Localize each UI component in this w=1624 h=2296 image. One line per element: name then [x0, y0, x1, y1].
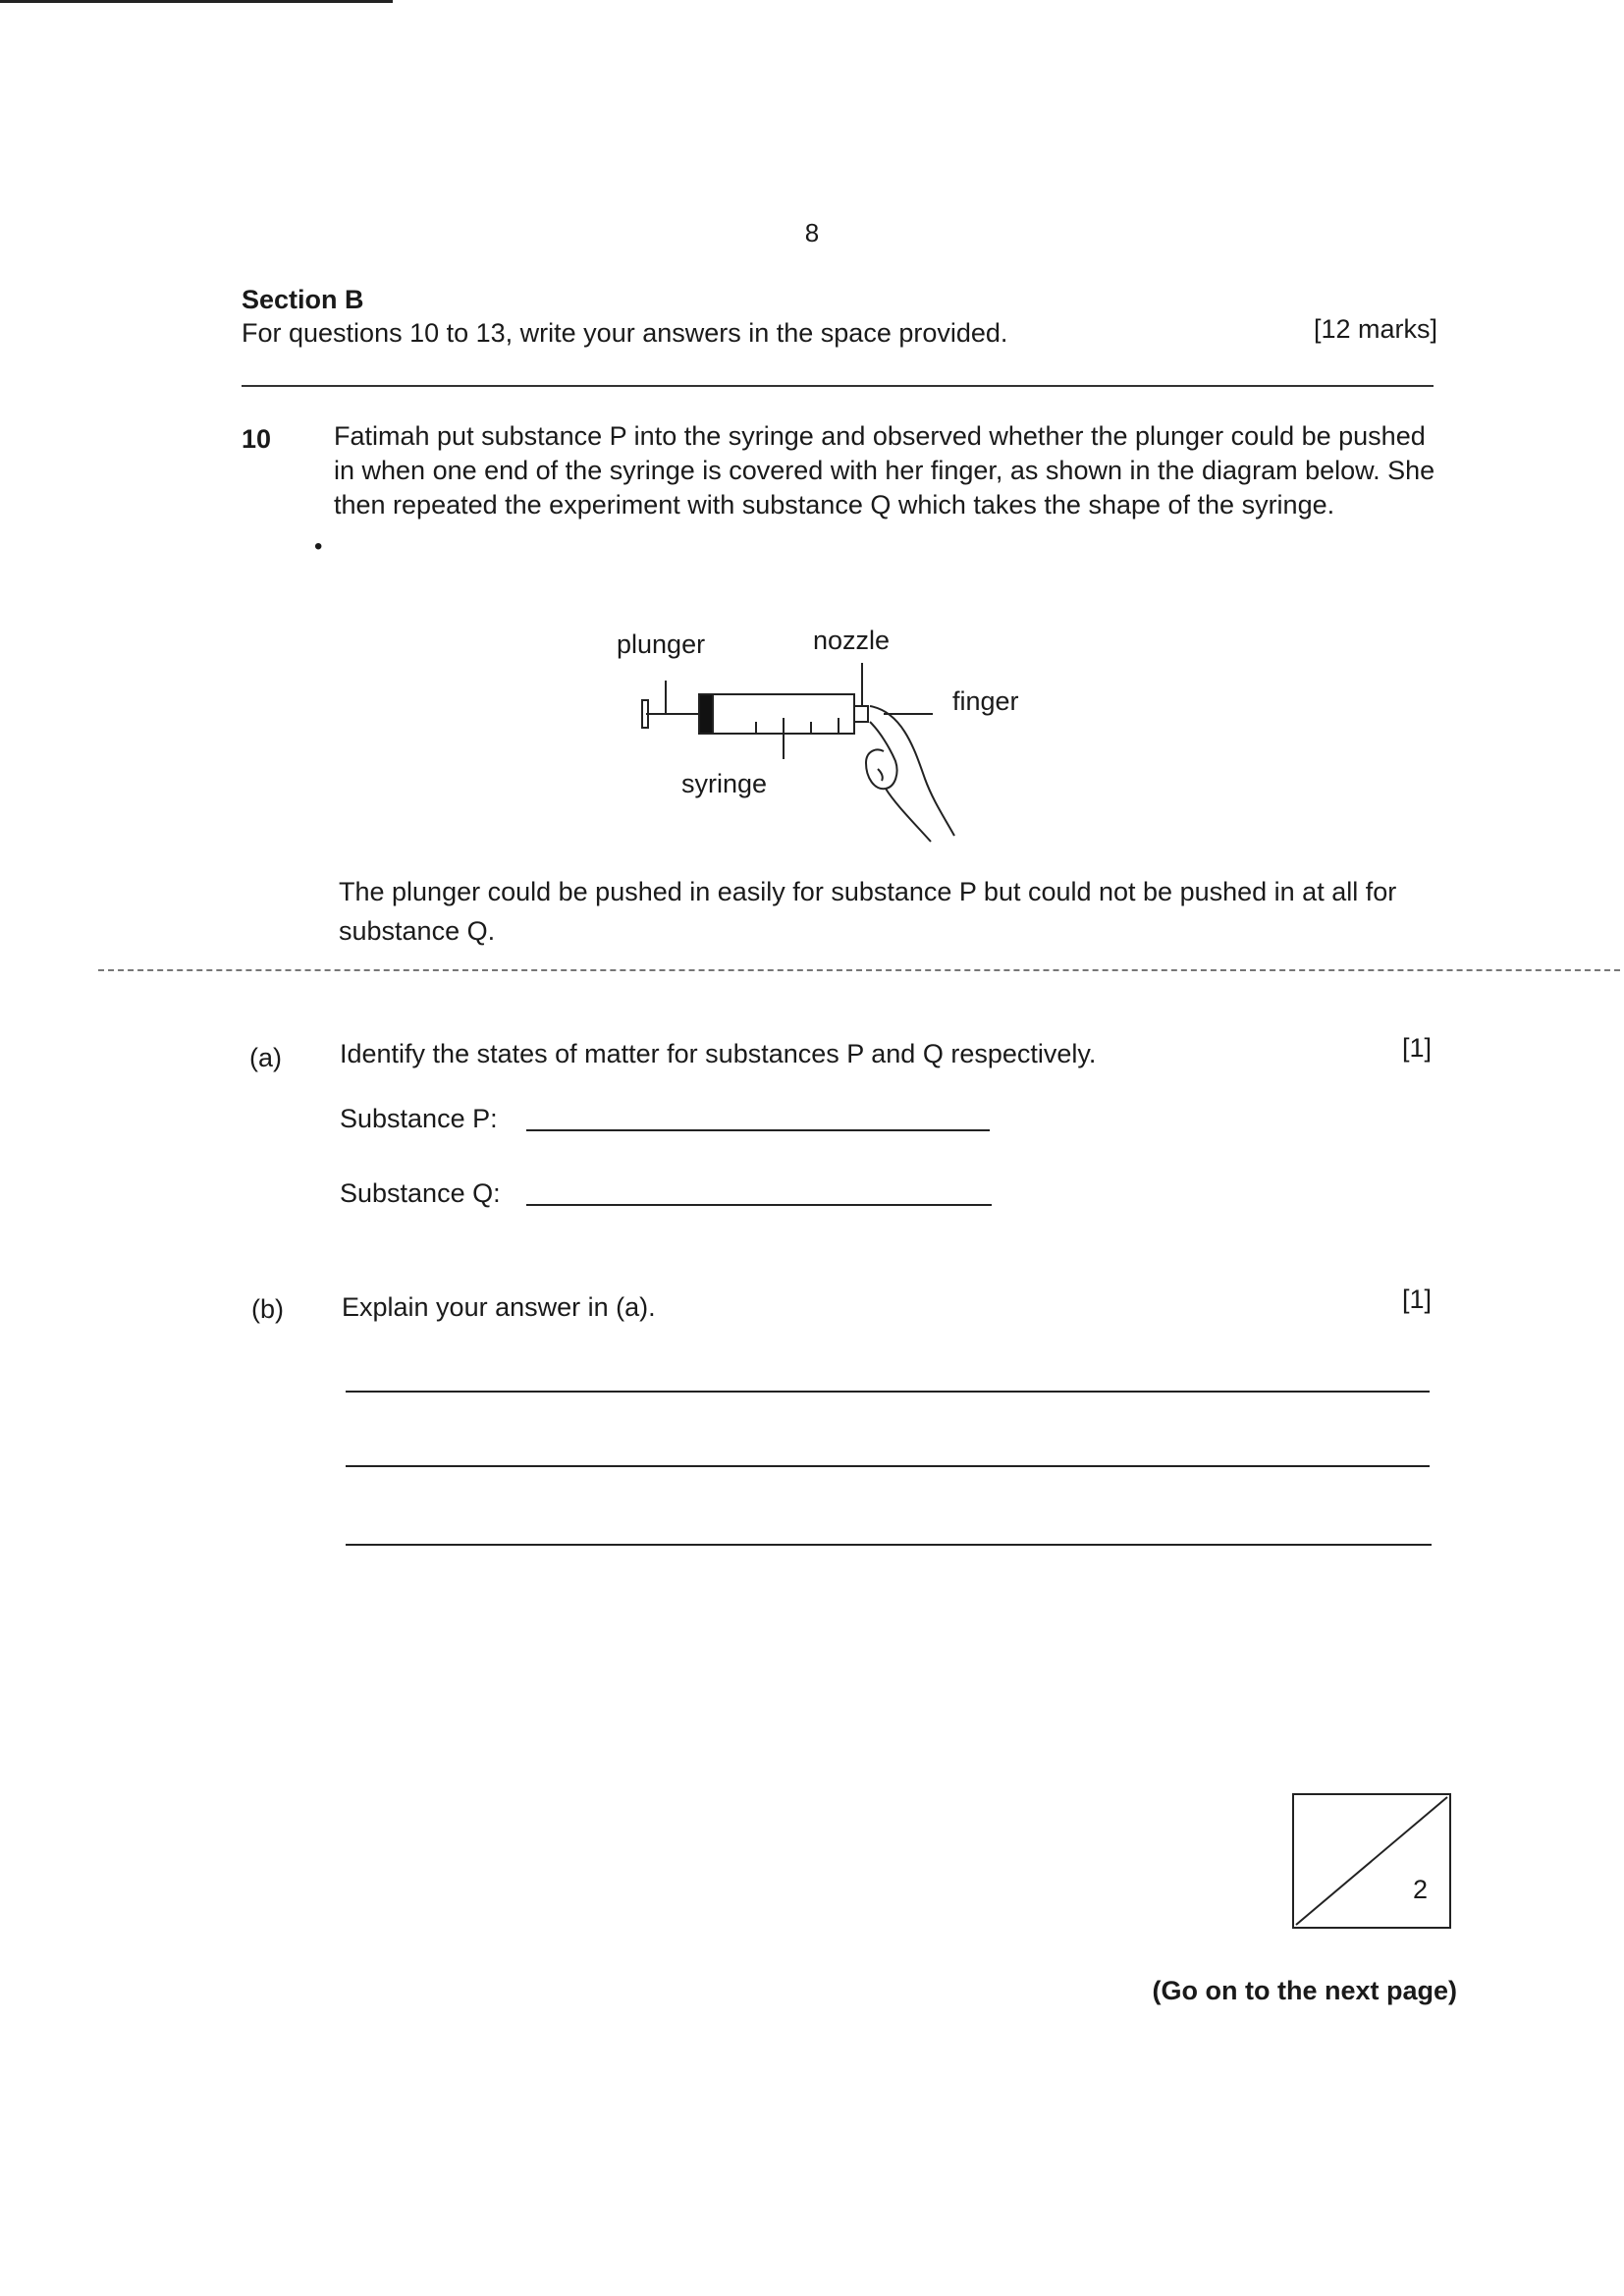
label-nozzle: nozzle [813, 626, 891, 655]
score-box-diagonal [1294, 1795, 1449, 1927]
dashed-divider [98, 969, 1620, 971]
part-a-marks: [1] [1401, 1033, 1432, 1063]
hand-outline-left [886, 789, 931, 842]
margin-mark: • [314, 533, 323, 560]
question-stem [314, 419, 1443, 560]
substance-q-answer-line[interactable] [526, 1204, 992, 1206]
plunger-stopper [699, 694, 713, 734]
question-number: 10 [242, 424, 272, 454]
top-rule [0, 0, 393, 3]
part-b-label: (b) [251, 1294, 284, 1324]
syringe-drawing [609, 604, 1060, 859]
section-marks: [12 marks] [1313, 314, 1437, 344]
footer-note: (Go on to the next page) [1152, 1976, 1457, 2005]
part-b-marks: [1] [1401, 1285, 1432, 1314]
score-max: 2 [1412, 1875, 1428, 1904]
observation-text: The plunger could be pushed in easily for substance P but could not be pushed in at all for substance Q. [339, 877, 1397, 946]
part-b-answer-line-2[interactable] [346, 1465, 1430, 1467]
section-divider [242, 385, 1434, 387]
section-title: Section B [242, 285, 364, 314]
part-a-prompt: Identify the states of matter for substances P and Q respectively. [340, 1039, 1097, 1068]
hand-outline-right [870, 706, 954, 836]
part-b-answer-line-1[interactable] [346, 1391, 1430, 1393]
label-finger: finger [952, 686, 1019, 716]
label-plunger: plunger [617, 629, 706, 659]
syringe-nozzle [854, 706, 868, 722]
syringe-diagram [609, 604, 1060, 859]
part-b-prompt: Explain your answer in (a). [342, 1292, 656, 1322]
page-number: 8 [804, 218, 820, 247]
section-instruction: For questions 10 to 13, write your answers in the space provided. [242, 318, 1008, 348]
syringe-barrel [699, 694, 854, 734]
question-stem-text: Fatimah put substance P into the syringe and observed whether the plunger could be pushed in when one end of the syringe is covered with her finger, as shown in the diagram below. She then repeated the experiment with substance Q which takes the shape of the syringe. [334, 421, 1435, 519]
part-a-label: (a) [249, 1043, 282, 1072]
substance-p-label: Substance P: [340, 1104, 498, 1133]
label-syringe: syringe [681, 769, 768, 798]
substance-q-label: Substance Q: [340, 1178, 501, 1208]
substance-p-answer-line[interactable] [526, 1129, 990, 1131]
part-b-answer-line-3[interactable] [346, 1544, 1432, 1546]
score-box [1292, 1793, 1451, 1929]
plunger-handle [642, 700, 648, 728]
